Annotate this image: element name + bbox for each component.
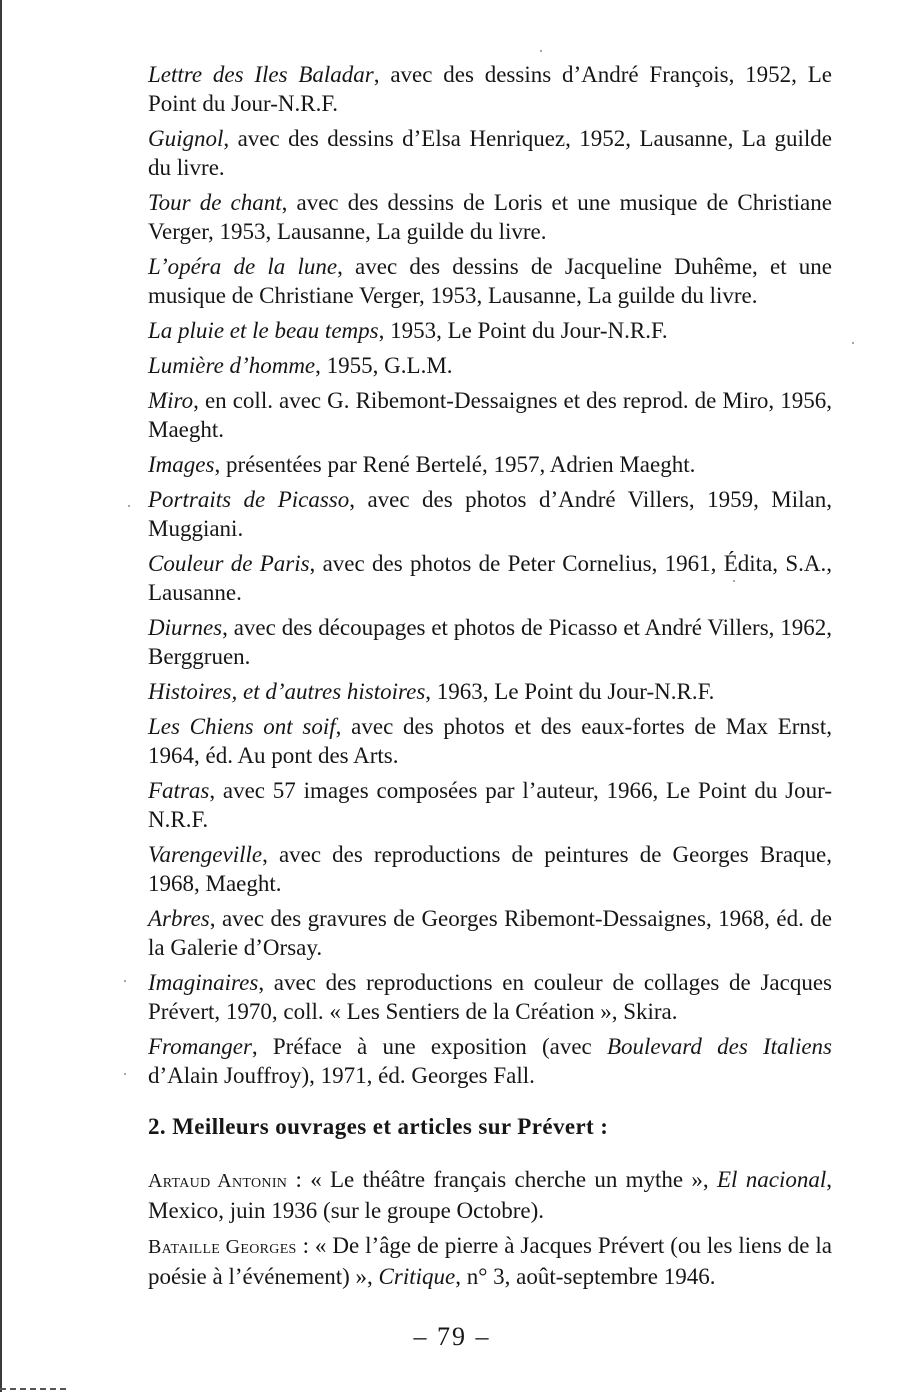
bibliography-entry: Varengeville, avec des reproductions de peintures de Georges Braque, 1968, Maeght. [148,842,832,896]
bibliography-entry: L’opéra de la lune, avec des dessins de Jacqueline Duhême, et une musique de Christiane Verger, 1953, Lausanne, La guilde du livre. [148,254,832,308]
page-body [148,60,832,1297]
references-list [148,1165,832,1291]
reference-entry: Artaud Antonin : « Le théâtre français cherche un mythe », El nacional, Mexico, juin 1936 (sur le groupe Octobre). [148,1167,832,1223]
reference-author: Bataille Georges [148,1236,297,1258]
bibliography-entry: Histoires, et d’autres histoires, 1963, Le Point du Jour-N.R.F. [148,679,715,704]
bibliography-entry: Lettre des Iles Baladar, avec des dessins d’André François, 1952, Le Point du Jour-N.R.F. [148,62,832,116]
bibliography-entry: Portraits de Picasso, avec des photos d’André Villers, 1959, Milan, Muggiani. [148,487,832,541]
scan-speck [128,505,130,507]
scan-speck [124,980,126,982]
bibliography-entry: Tour de chant, avec des dessins de Loris et une musique de Christiane Verger, 1953, Lausanne, La guilde du livre. [148,190,832,244]
scan-dash-bottom [0,1388,66,1390]
bibliography-entry: Arbres, avec des gravures de Georges Ribemont-Dessaignes, 1968, éd. de la Galerie d’Orsay. [148,906,832,960]
scan-edge-left [0,0,2,1392]
bibliography-entry: Imaginaires, avec des reproductions en couleur de collages de Jacques Prévert, 1970, coll. « Les Sentiers de la Création », Skira. [148,970,832,1024]
bibliography-entry: Fatras, avec 57 images composées par l’auteur, 1966, Le Point du Jour-N.R.F. [148,778,832,832]
bibliography-entry: Lumière d’homme, 1955, G.L.M. [148,353,453,378]
bibliography-entry: Couleur de Paris, avec des photos de Peter Cornelius, 1961, Édita, S.A., Lausanne. [148,551,832,605]
reference-author: Artaud Antonin [148,1170,288,1192]
reference-entry: Bataille Georges : « De l’âge de pierre à Jacques Prévert (ou les liens de la poésie à l’événement) », Critique, n° 3, août-septembre 1946. [148,1233,832,1289]
bibliography-entry: Diurnes, avec des découpages et photos de Picasso et André Villers, 1962, Berggruen. [148,615,832,669]
scan-speck [540,50,542,52]
scan-speck [852,342,854,344]
bibliography-list [148,60,832,1090]
page-number: – 79 – [413,1322,491,1351]
bibliography-entry: Les Chiens ont soif, avec des photos et des eaux-fortes de Max Ernst, 1964, éd. Au pont des Arts. [148,714,833,768]
bibliography-entry: La pluie et le beau temps, 1953, Le Point du Jour-N.R.F. [148,318,668,343]
bibliography-entry-fromanger: Fromanger, Préface à une exposition (avec Boulevard des Italiens d’Alain Jouffroy), 1971, éd. Georges Fall. [148,1034,832,1088]
bibliography-entry: Miro, en coll. avec G. Ribemont-Dessaignes et des reprod. de Miro, 1956, Maeght. [148,388,832,442]
bibliography-entry: Images, présentées par René Bertelé, 1957, Adrien Maeght. [148,452,696,477]
bibliography-entry: Guignol, avec des dessins d’Elsa Henriquez, 1952, Lausanne, La guilde du livre. [148,126,832,180]
section-heading: 2. Meilleurs ouvrages et articles sur Prévert : [148,1114,609,1139]
scan-speck [124,1073,126,1075]
